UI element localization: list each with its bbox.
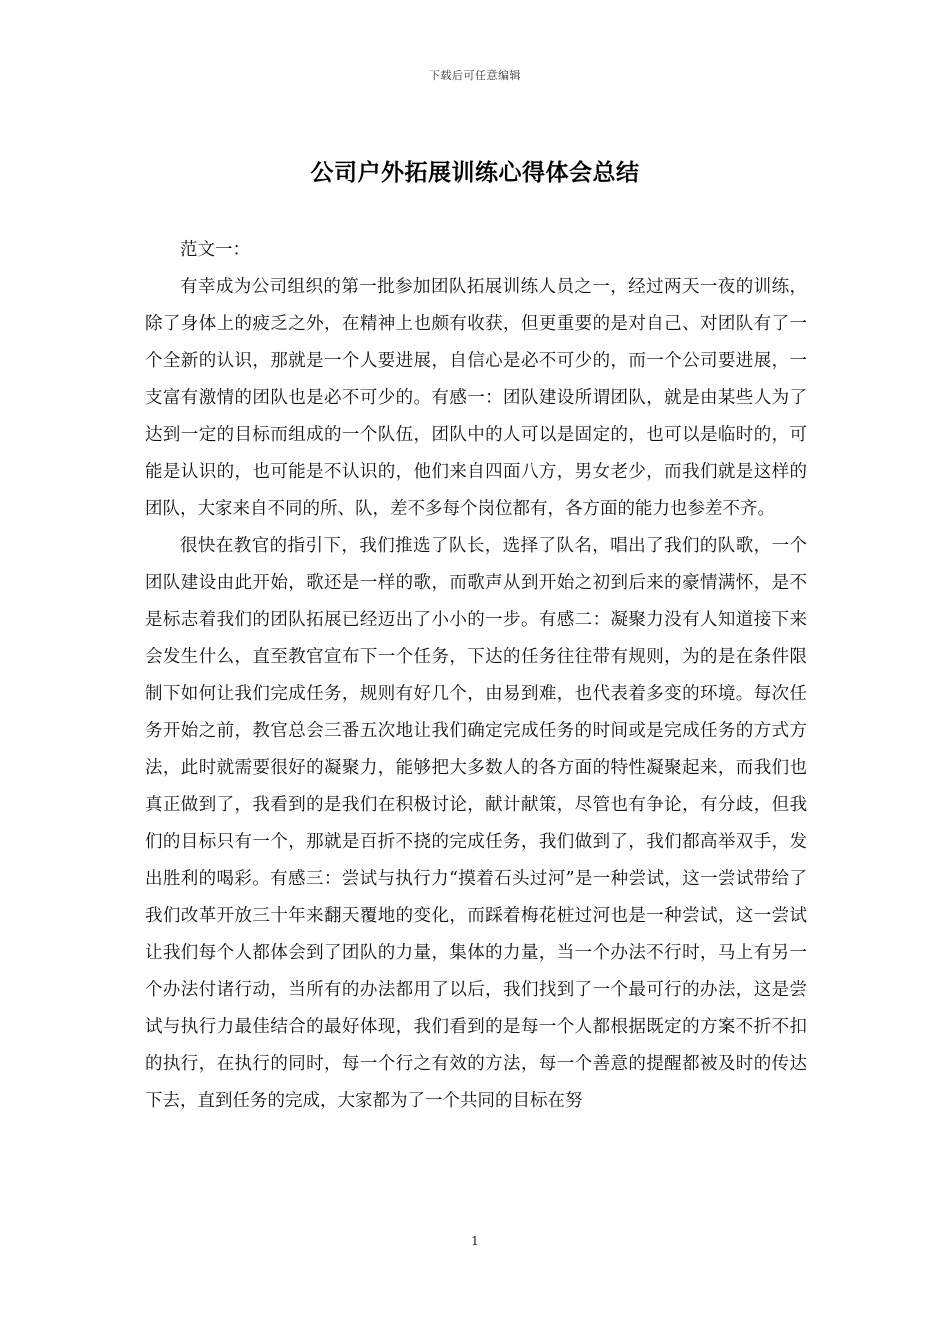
page-number: 1 [471, 1234, 479, 1248]
section-label: 范文一： [180, 240, 250, 260]
paragraph: 很快在教官的指引下，我们推选了队长，选择了队名，唱出了我们的队歌，一个团队建设由此开始，歌还是一样的歌，而歌声从到开始之初到后来的豪情满怀，是不是标志着我们的团队拓展已经迈出了小小的一步。有感二：凝聚力没有人知道接下来会发生什么，直至教官宣布下一个任务，下达的任务往往带有规则，为的是在条件限制下如何让我们完成任务，规则有好几个，由易到难，也代表着多变的环境。每次任务开始之前，教官总会三番五次地让我们确定完成任务的时间或是完成任务的方式方法，此时就需要很好的凝聚力，能够把大多数人的各方面的特性凝聚起来，而我们也真正做到了，我看到的是我们在积极讨论，献计献策，尽管也有争论，有分歧，但我们的目标只有一个，那就是百折不挠的完成任务，我们做到了，我们都高举双手，发出胜利的喝彩。有感三：尝试与执行力“摸着石头过河”是一种尝试，这一尝试带给了我们改革开放三十年来翻天覆地的变化，而踩着梅花桩过河也是一种尝试，这一尝试让我们每个人都体会到了团队的力量，集体的力量，当一个办法不行时，马上有另一个办法付诸行动，当所有的办法都用了以后，我们找到了一个最可行的办法，这是尝试与执行力最佳结合的最好体现，我们看到的是每一个人都根据既定的方案不折不扣的执行，在执行的同时，每一个行之有效的方法，每一个善意的提醒都被及时的传达下去，直到任务的完成，大家都为了一个共同的目标在努 [145, 536, 807, 1111]
page-header: 下载后可任意编辑 [429, 69, 521, 82]
paragraph: 有幸成为公司组织的第一批参加团队拓展训练人员之一，经过两天一夜的训练，除了身体上的疲乏之外，在精神上也颇有收获，但更重要的是对自己、对团队有了一个全新的认识，那就是一个人要进展，自信心是必不可少的，而一个公司要进展，一支富有激情的团队也是必不可少的。有感一：团队建设所谓团队，就是由某些人为了达到一定的目标而组成的一个队伍，团队中的人可以是固定的，也可以是临时的，可能是认识的，也可能是不认识的，他们来自四面八方，男女老少，而我们就是这样的团队，大家来自不同的所、队，差不多每个岗位都有，各方面的能力也参差不齐。 [145, 277, 807, 519]
document-title: 公司户外拓展训练心得体会总结 [310, 159, 640, 186]
document-body [145, 232, 807, 1120]
